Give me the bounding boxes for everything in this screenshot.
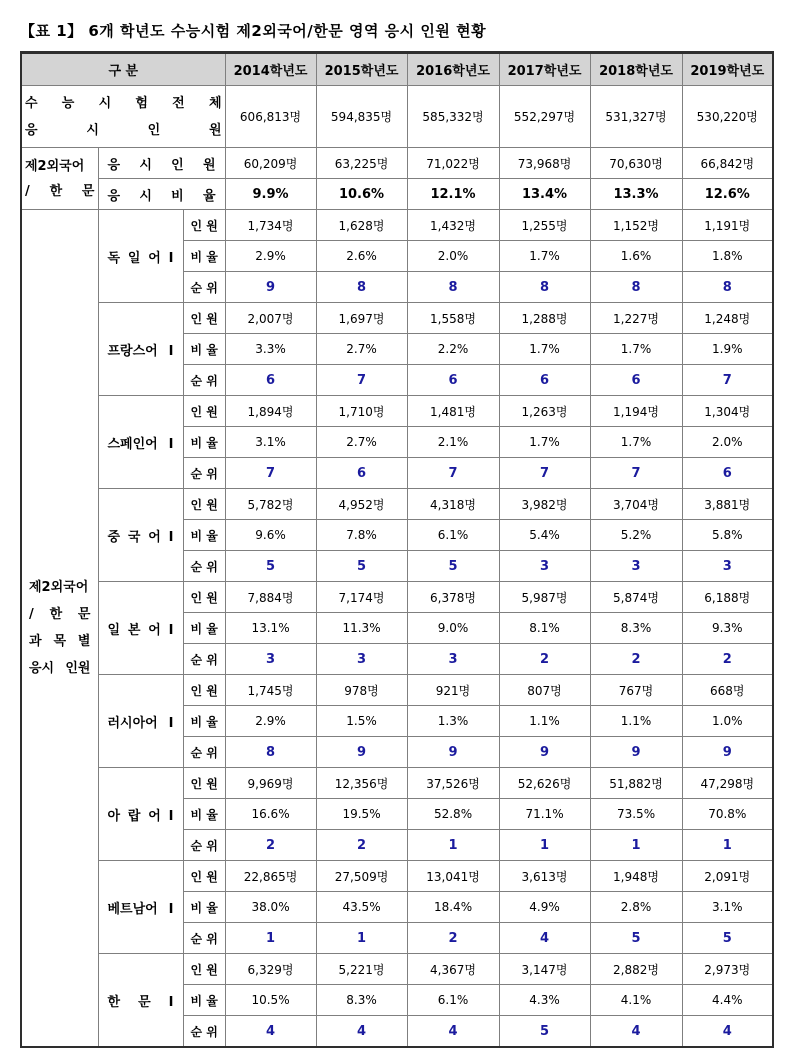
rate-value: 8.3% bbox=[316, 985, 407, 1016]
rate-value: 2.7% bbox=[316, 427, 407, 458]
metric-label: 인 원 bbox=[183, 582, 225, 613]
rate-value: 4.3% bbox=[499, 985, 590, 1016]
rate-value: 6.1% bbox=[407, 520, 499, 551]
rate-value: 9.6% bbox=[225, 520, 316, 551]
rate-value: 12.1% bbox=[407, 179, 499, 210]
count-value: 1,745명 bbox=[225, 675, 316, 706]
rate-value: 3.1% bbox=[225, 427, 316, 458]
count-value: 71,022명 bbox=[407, 148, 499, 179]
rate-value: 4.1% bbox=[590, 985, 682, 1016]
rank-value: 6 bbox=[407, 365, 499, 396]
table-row bbox=[21, 675, 773, 706]
count-value: 1,255명 bbox=[499, 210, 590, 241]
rate-value: 1.9% bbox=[682, 334, 773, 365]
year-header: 2015학년도 bbox=[316, 53, 407, 86]
rank-value: 3 bbox=[407, 644, 499, 675]
rate-value: 1.7% bbox=[499, 427, 590, 458]
metric-label: 순 위 bbox=[183, 737, 225, 768]
metric-label: 인 원 bbox=[183, 675, 225, 706]
rate-value: 11.3% bbox=[316, 613, 407, 644]
rate-value: 8.3% bbox=[590, 613, 682, 644]
exam-statistics-table bbox=[20, 51, 774, 1048]
count-value: 9,969명 bbox=[225, 768, 316, 799]
count-value: 7,174명 bbox=[316, 582, 407, 613]
count-value: 4,318명 bbox=[407, 489, 499, 520]
rank-value: 6 bbox=[225, 365, 316, 396]
rank-value: 2 bbox=[225, 830, 316, 861]
rank-value: 9 bbox=[590, 737, 682, 768]
count-value: 5,874명 bbox=[590, 582, 682, 613]
metric-label: 순 위 bbox=[183, 923, 225, 954]
count-value: 1,248명 bbox=[682, 303, 773, 334]
count-value: 12,356명 bbox=[316, 768, 407, 799]
rate-value: 38.0% bbox=[225, 892, 316, 923]
rank-value: 9 bbox=[225, 272, 316, 303]
total-value: 530,220명 bbox=[682, 86, 773, 148]
metric-label: 인 원 bbox=[183, 768, 225, 799]
total-examinees-label bbox=[21, 86, 225, 148]
subject-section-label bbox=[21, 210, 98, 1048]
count-value: 2,091명 bbox=[682, 861, 773, 892]
count-value: 47,298명 bbox=[682, 768, 773, 799]
rank-value: 6 bbox=[499, 365, 590, 396]
rank-value: 3 bbox=[225, 644, 316, 675]
rate-value: 1.0% bbox=[682, 706, 773, 737]
rate-value: 3.1% bbox=[682, 892, 773, 923]
count-value: 1,432명 bbox=[407, 210, 499, 241]
count-value: 37,526명 bbox=[407, 768, 499, 799]
count-value: 3,613명 bbox=[499, 861, 590, 892]
table-row bbox=[21, 396, 773, 427]
total-value: 594,835명 bbox=[316, 86, 407, 148]
rank-value: 3 bbox=[316, 644, 407, 675]
rank-value: 5 bbox=[682, 923, 773, 954]
rate-value: 73.5% bbox=[590, 799, 682, 830]
rank-value: 3 bbox=[499, 551, 590, 582]
rank-value: 2 bbox=[499, 644, 590, 675]
rate-value: 5.4% bbox=[499, 520, 590, 551]
total-value: 585,332명 bbox=[407, 86, 499, 148]
rank-value: 8 bbox=[316, 272, 407, 303]
metric-label: 인 원 bbox=[183, 954, 225, 985]
rank-value: 8 bbox=[590, 272, 682, 303]
count-value: 2,882명 bbox=[590, 954, 682, 985]
count-value: 1,628명 bbox=[316, 210, 407, 241]
rate-value: 5.2% bbox=[590, 520, 682, 551]
rank-value: 2 bbox=[316, 830, 407, 861]
rate-value: 43.5% bbox=[316, 892, 407, 923]
rate-value: 1.7% bbox=[499, 334, 590, 365]
count-value: 1,194명 bbox=[590, 396, 682, 427]
rate-value: 1.7% bbox=[590, 334, 682, 365]
rate-value: 16.6% bbox=[225, 799, 316, 830]
rank-value: 4 bbox=[499, 923, 590, 954]
rate-value: 1.1% bbox=[499, 706, 590, 737]
count-value: 2,007명 bbox=[225, 303, 316, 334]
total-value: 606,813명 bbox=[225, 86, 316, 148]
rate-value: 13.3% bbox=[590, 179, 682, 210]
rank-value: 8 bbox=[682, 272, 773, 303]
rank-value: 1 bbox=[316, 923, 407, 954]
rank-value: 2 bbox=[590, 644, 682, 675]
table-row bbox=[21, 768, 773, 799]
subject-section-label-line: 과 목 별 bbox=[29, 634, 91, 649]
subject-name: 독 일 어 Ⅰ bbox=[98, 210, 183, 303]
count-value: 978명 bbox=[316, 675, 407, 706]
overall-rate-label: 응 시 비 율 bbox=[98, 179, 225, 210]
year-header: 2019학년도 bbox=[682, 53, 773, 86]
count-value: 3,147명 bbox=[499, 954, 590, 985]
subject-name: 베트남어 Ⅰ bbox=[98, 861, 183, 954]
count-value: 5,987명 bbox=[499, 582, 590, 613]
rank-value: 5 bbox=[590, 923, 682, 954]
rank-value: 8 bbox=[225, 737, 316, 768]
count-value: 5,221명 bbox=[316, 954, 407, 985]
metric-label: 인 원 bbox=[183, 396, 225, 427]
count-value: 5,782명 bbox=[225, 489, 316, 520]
count-value: 70,630명 bbox=[590, 148, 682, 179]
rank-value: 4 bbox=[682, 1016, 773, 1048]
table-row bbox=[21, 303, 773, 334]
rank-value: 5 bbox=[499, 1016, 590, 1048]
table-row bbox=[21, 582, 773, 613]
count-value: 807명 bbox=[499, 675, 590, 706]
metric-label: 비 율 bbox=[183, 520, 225, 551]
count-value: 1,288명 bbox=[499, 303, 590, 334]
rank-value: 5 bbox=[225, 551, 316, 582]
rate-value: 18.4% bbox=[407, 892, 499, 923]
rank-value: 7 bbox=[682, 365, 773, 396]
year-header: 2014학년도 bbox=[225, 53, 316, 86]
rate-value: 2.2% bbox=[407, 334, 499, 365]
metric-label: 순 위 bbox=[183, 830, 225, 861]
count-value: 4,952명 bbox=[316, 489, 407, 520]
rank-value: 5 bbox=[316, 551, 407, 582]
rate-value: 6.1% bbox=[407, 985, 499, 1016]
rate-value: 2.9% bbox=[225, 241, 316, 272]
rate-value: 2.0% bbox=[407, 241, 499, 272]
rate-value: 2.9% bbox=[225, 706, 316, 737]
count-value: 1,558명 bbox=[407, 303, 499, 334]
metric-label: 순 위 bbox=[183, 644, 225, 675]
rate-value: 2.0% bbox=[682, 427, 773, 458]
rate-value: 2.7% bbox=[316, 334, 407, 365]
count-value: 3,881명 bbox=[682, 489, 773, 520]
rate-value: 12.6% bbox=[682, 179, 773, 210]
rank-value: 6 bbox=[316, 458, 407, 489]
metric-label: 순 위 bbox=[183, 458, 225, 489]
metric-label: 비 율 bbox=[183, 334, 225, 365]
rank-value: 8 bbox=[407, 272, 499, 303]
rank-value: 2 bbox=[407, 923, 499, 954]
subject-name: 한 문 Ⅰ bbox=[98, 954, 183, 1048]
rate-value: 52.8% bbox=[407, 799, 499, 830]
rate-value: 4.4% bbox=[682, 985, 773, 1016]
metric-label: 비 율 bbox=[183, 241, 225, 272]
metric-label: 비 율 bbox=[183, 799, 225, 830]
rank-value: 3 bbox=[682, 551, 773, 582]
rank-value: 1 bbox=[590, 830, 682, 861]
rank-value: 8 bbox=[499, 272, 590, 303]
count-value: 73,968명 bbox=[499, 148, 590, 179]
count-value: 1,481명 bbox=[407, 396, 499, 427]
metric-label: 인 원 bbox=[183, 861, 225, 892]
table-row bbox=[21, 86, 773, 148]
rate-value: 1.8% bbox=[682, 241, 773, 272]
count-value: 1,304명 bbox=[682, 396, 773, 427]
subject-name: 일 본 어 Ⅰ bbox=[98, 582, 183, 675]
metric-label: 인 원 bbox=[183, 489, 225, 520]
rate-value: 1.7% bbox=[499, 241, 590, 272]
rank-value: 4 bbox=[590, 1016, 682, 1048]
overall-section-label-line: / 한 문 bbox=[25, 183, 95, 199]
rate-value: 3.3% bbox=[225, 334, 316, 365]
rate-value: 10.5% bbox=[225, 985, 316, 1016]
subject-name: 중 국 어 Ⅰ bbox=[98, 489, 183, 582]
year-header: 2017학년도 bbox=[499, 53, 590, 86]
metric-label: 비 율 bbox=[183, 892, 225, 923]
rate-value: 8.1% bbox=[499, 613, 590, 644]
rank-value: 1 bbox=[682, 830, 773, 861]
count-value: 2,973명 bbox=[682, 954, 773, 985]
rank-value: 1 bbox=[225, 923, 316, 954]
year-header: 2018학년도 bbox=[590, 53, 682, 86]
count-value: 1,152명 bbox=[590, 210, 682, 241]
count-value: 60,209명 bbox=[225, 148, 316, 179]
metric-label: 비 율 bbox=[183, 706, 225, 737]
subject-name: 러시아어 Ⅰ bbox=[98, 675, 183, 768]
count-value: 6,329명 bbox=[225, 954, 316, 985]
rate-value: 71.1% bbox=[499, 799, 590, 830]
rate-value: 10.6% bbox=[316, 179, 407, 210]
rank-value: 7 bbox=[590, 458, 682, 489]
rank-value: 7 bbox=[499, 458, 590, 489]
rank-value: 7 bbox=[316, 365, 407, 396]
rate-value: 7.8% bbox=[316, 520, 407, 551]
metric-label: 비 율 bbox=[183, 985, 225, 1016]
count-value: 668명 bbox=[682, 675, 773, 706]
total-value: 552,297명 bbox=[499, 86, 590, 148]
metric-label: 순 위 bbox=[183, 365, 225, 396]
count-value: 6,378명 bbox=[407, 582, 499, 613]
rank-value: 4 bbox=[407, 1016, 499, 1048]
rank-value: 9 bbox=[407, 737, 499, 768]
count-value: 1,948명 bbox=[590, 861, 682, 892]
rate-value: 70.8% bbox=[682, 799, 773, 830]
count-value: 63,225명 bbox=[316, 148, 407, 179]
table-row bbox=[21, 179, 773, 210]
rate-value: 2.6% bbox=[316, 241, 407, 272]
count-value: 66,842명 bbox=[682, 148, 773, 179]
rate-value: 9.9% bbox=[225, 179, 316, 210]
subject-name: 프랑스어 Ⅰ bbox=[98, 303, 183, 396]
count-value: 3,982명 bbox=[499, 489, 590, 520]
rank-value: 6 bbox=[682, 458, 773, 489]
rank-value: 6 bbox=[590, 365, 682, 396]
corner-header: 구 분 bbox=[21, 53, 225, 86]
table-row bbox=[21, 489, 773, 520]
total-examinees-label-line: 수 능 시 험 전 체 bbox=[25, 95, 222, 111]
overall-count-label: 응 시 인 원 bbox=[98, 148, 225, 179]
metric-label: 비 율 bbox=[183, 613, 225, 644]
count-value: 1,263명 bbox=[499, 396, 590, 427]
rank-value: 1 bbox=[407, 830, 499, 861]
page-title: 【표 1】 6개 학년도 수능시험 제2외국어/한문 영역 응시 인원 현황 bbox=[20, 22, 487, 40]
subject-section-label-line: / 한 문 bbox=[29, 607, 91, 622]
metric-label: 비 율 bbox=[183, 427, 225, 458]
rate-value: 9.0% bbox=[407, 613, 499, 644]
rank-value: 5 bbox=[407, 551, 499, 582]
rate-value: 2.8% bbox=[590, 892, 682, 923]
count-value: 52,626명 bbox=[499, 768, 590, 799]
count-value: 1,734명 bbox=[225, 210, 316, 241]
count-value: 921명 bbox=[407, 675, 499, 706]
count-value: 51,882명 bbox=[590, 768, 682, 799]
table-row bbox=[21, 861, 773, 892]
rate-value: 5.8% bbox=[682, 520, 773, 551]
count-value: 22,865명 bbox=[225, 861, 316, 892]
count-value: 1,894명 bbox=[225, 396, 316, 427]
overall-section-label bbox=[21, 148, 98, 210]
rate-value: 13.4% bbox=[499, 179, 590, 210]
rank-value: 2 bbox=[682, 644, 773, 675]
metric-label: 순 위 bbox=[183, 551, 225, 582]
count-value: 1,697명 bbox=[316, 303, 407, 334]
metric-label: 순 위 bbox=[183, 272, 225, 303]
metric-label: 인 원 bbox=[183, 210, 225, 241]
rate-value: 13.1% bbox=[225, 613, 316, 644]
count-value: 1,227명 bbox=[590, 303, 682, 334]
table-row bbox=[21, 148, 773, 179]
metric-label: 인 원 bbox=[183, 303, 225, 334]
rank-value: 4 bbox=[225, 1016, 316, 1048]
subject-section-label-line: 응시 인원 bbox=[29, 661, 91, 676]
count-value: 7,884명 bbox=[225, 582, 316, 613]
rate-value: 2.1% bbox=[407, 427, 499, 458]
table-header-row bbox=[21, 53, 773, 86]
count-value: 27,509명 bbox=[316, 861, 407, 892]
count-value: 4,367명 bbox=[407, 954, 499, 985]
metric-label: 순 위 bbox=[183, 1016, 225, 1048]
rank-value: 7 bbox=[225, 458, 316, 489]
count-value: 1,191명 bbox=[682, 210, 773, 241]
total-examinees-label-line: 응 시 인 원 bbox=[25, 122, 222, 138]
rank-value: 3 bbox=[590, 551, 682, 582]
rank-value: 4 bbox=[316, 1016, 407, 1048]
total-value: 531,327명 bbox=[590, 86, 682, 148]
rate-value: 1.5% bbox=[316, 706, 407, 737]
rank-value: 9 bbox=[682, 737, 773, 768]
subject-section-label-line: 제2외국어 bbox=[29, 580, 89, 595]
table-row bbox=[21, 954, 773, 985]
rate-value: 1.7% bbox=[590, 427, 682, 458]
count-value: 767명 bbox=[590, 675, 682, 706]
count-value: 1,710명 bbox=[316, 396, 407, 427]
table-row bbox=[21, 210, 773, 241]
subject-name: 아 랍 어 Ⅰ bbox=[98, 768, 183, 861]
count-value: 6,188명 bbox=[682, 582, 773, 613]
count-value: 13,041명 bbox=[407, 861, 499, 892]
year-header: 2016학년도 bbox=[407, 53, 499, 86]
rate-value: 4.9% bbox=[499, 892, 590, 923]
rank-value: 7 bbox=[407, 458, 499, 489]
subject-name: 스페인어 Ⅰ bbox=[98, 396, 183, 489]
rank-value: 1 bbox=[499, 830, 590, 861]
rate-value: 1.6% bbox=[590, 241, 682, 272]
rank-value: 9 bbox=[499, 737, 590, 768]
rate-value: 9.3% bbox=[682, 613, 773, 644]
rate-value: 1.3% bbox=[407, 706, 499, 737]
rank-value: 9 bbox=[316, 737, 407, 768]
rate-value: 1.1% bbox=[590, 706, 682, 737]
overall-section-label-line: 제2외국어 bbox=[25, 158, 85, 174]
rate-value: 19.5% bbox=[316, 799, 407, 830]
count-value: 3,704명 bbox=[590, 489, 682, 520]
